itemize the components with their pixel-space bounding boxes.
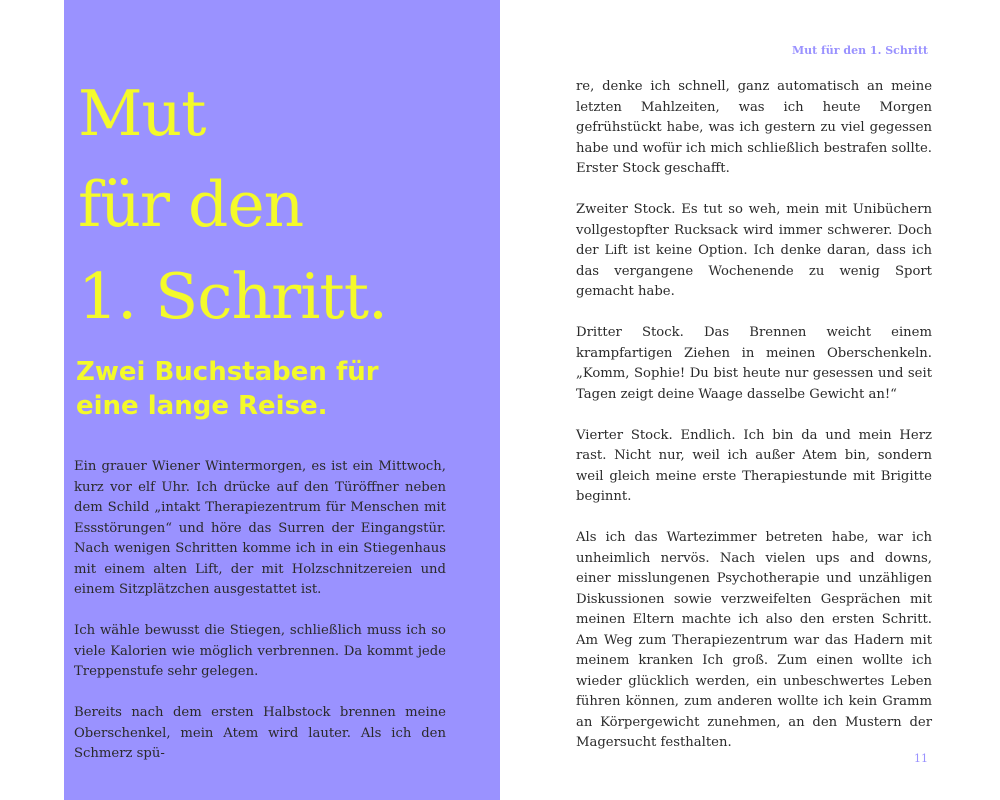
page-number: 11 — [914, 752, 928, 765]
right-page — [500, 0, 1000, 800]
chapter-opener-panel — [64, 0, 500, 800]
running-head: Mut für den 1. Schritt — [791, 44, 928, 57]
chapter-title — [78, 68, 387, 342]
body-paragraph: Dritter Stock. Das Brennen weicht einem krampfartigen Ziehen in meinen Oberschenkeln. „Komm, Sophie! Du bist heute nur gesessen und seit Tagen zeigt deine Waage dasselbe Gewicht an!“ — [576, 325, 932, 402]
body-paragraph: re, denke ich schnell, ganz automatisch an meine letzten Mahlzeiten, was ich heute Morgen gefrühstückt habe, was ich gestern zu viel gegessen habe und wofür ich mich schließlich bestrafen sollte. Erster Stock geschafft. — [576, 79, 932, 176]
chapter-title-line: Mut — [78, 77, 206, 150]
chapter-subtitle-line: Zwei Buchstaben für — [76, 357, 379, 387]
chapter-title-line: für den — [78, 168, 304, 242]
chapter-subtitle-line: eine lange Reise. — [76, 390, 328, 421]
body-paragraph: Ich wähle bewusst die Stiegen, schließlich muss ich so viele Kalorien wie möglich verbrennen. Da kommt jede Treppenstufe sehr gelegen. — [74, 623, 446, 679]
right-body-text — [576, 77, 932, 774]
body-paragraph: Bereits nach dem ersten Halbstock brennen meine Oberschenkel, mein Atem wird lauter. Als ich den Schmerz spü- — [74, 705, 446, 761]
chapter-subtitle — [76, 356, 486, 424]
body-paragraph: Als ich das Wartezimmer betreten habe, war ich unheimlich nervös. Nach vielen ups and downs, einer misslungenen Psychotherapie und unzähligen Diskussionen sowie verzweifelten Gesprächen mit meinen Eltern machte ich also den ersten Schritt. Am Weg zum Therapiezentrum war das Hadern mit meinem kranken Ich groß. Zum einen wollte ich wieder glücklich werden, ein unbeschwertes Leben führen können, zum anderen wollte ich kein Gramm an Körpergewicht zunehmen, an den Mustern der Magersucht festhalten. — [576, 530, 932, 750]
body-paragraph: Zweiter Stock. Es tut so weh, mein mit Unibüchern vollgestopfter Rucksack wird immer schwerer. Doch der Lift ist keine Option. Ich denke daran, dass ich das vergangene Wochenende zu wenig Sport gemacht habe. — [576, 202, 932, 299]
body-paragraph: Ein grauer Wiener Wintermorgen, es ist ein Mittwoch, kurz vor elf Uhr. Ich drücke auf den Türöffner neben dem Schild „intakt Therapiezentrum für Menschen mit Essstörungen“ und höre das Surren der Eingangstür. Nach wenigen Schritten komme ich in ein Stiegenhaus mit einem alten Lift, der mit Holzschnitzereien und einem Sitzplätzchen ausgestattet ist. — [74, 459, 446, 597]
left-body-text — [74, 457, 446, 785]
body-paragraph: Vierter Stock. Endlich. Ich bin da und mein Herz rast. Nicht nur, weil ich außer Atem bin, sondern weil gleich meine erste Therapiestunde mit Brigitte beginnt. — [576, 427, 932, 504]
chapter-title-line: 1. Schritt. — [78, 259, 388, 333]
